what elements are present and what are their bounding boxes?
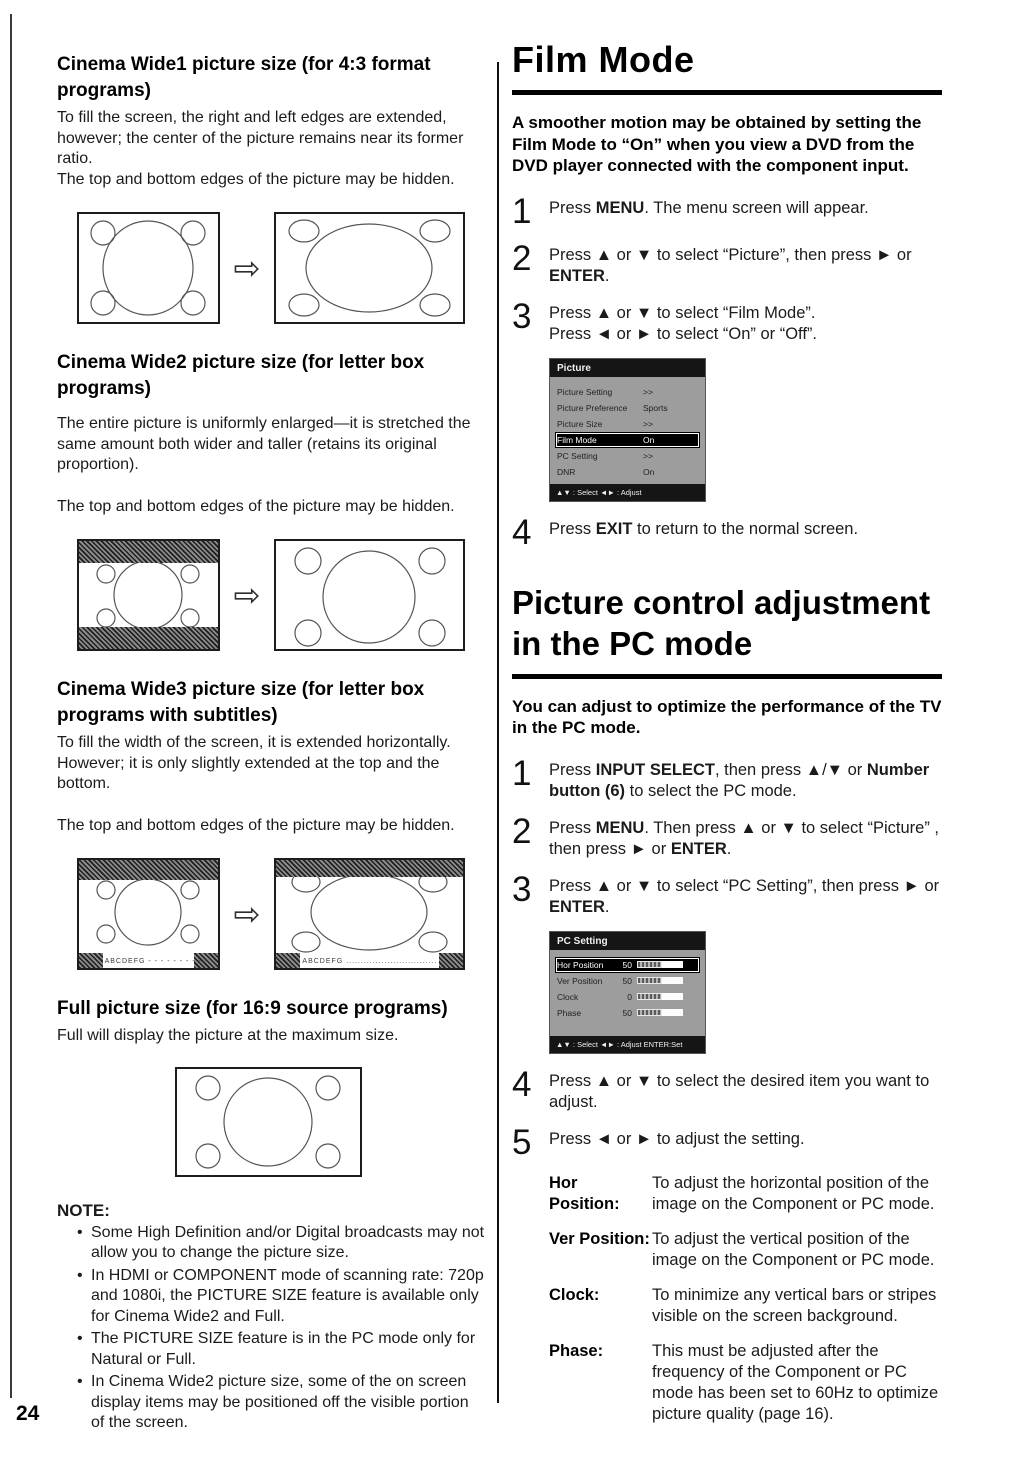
- osd-menu-title: PC Setting: [550, 932, 705, 950]
- menu-item-pc-setting: PC Setting >>: [557, 450, 653, 461]
- step-3: [512, 869, 942, 918]
- body-text: The top and bottom edges of the picture may be hidden.: [57, 497, 455, 515]
- slider-bar: [637, 1009, 683, 1016]
- figure-full-size: [57, 1067, 485, 1177]
- subtitle-text: ABCDEFG ...............................: [302, 958, 438, 965]
- tv-screen-enlarged-diagram: [274, 539, 465, 651]
- step-number: 3: [512, 869, 532, 909]
- section-heading-cinema-wide1: Cinema Wide1 picture size (for 4:3 format programs): [57, 54, 431, 101]
- figure-cinema-wide2: [57, 539, 485, 651]
- transform-arrow-icon: ⇨: [233, 249, 261, 287]
- step-text: Press ▲ or ▼ to select “Picture”, then press ► or ENTER.: [549, 245, 912, 285]
- osd-menu-footer: ▲▼ : Select ◄► : Adjust: [550, 484, 705, 501]
- column-divider: [497, 62, 499, 1403]
- step-1: [512, 191, 942, 231]
- scan-edge-artifact: [10, 14, 12, 1398]
- section-heading-cinema-wide3: Cinema Wide3 picture size (for letter box programs with subtitles): [57, 679, 425, 726]
- letterbox-bar-top: [79, 860, 218, 880]
- transform-arrow-icon: ⇨: [233, 576, 261, 614]
- definition-phase: Phase: This must be adjusted after the frequency of the Component or PC mode has been set to 60Hz to optimize picture quality (page 16).: [549, 1341, 939, 1423]
- menu-item-picture-preference: Picture Preference Sports: [557, 402, 668, 413]
- menu-item-phase: Phase 50: [557, 1007, 698, 1019]
- menu-item-picture-size: Picture Size >>: [557, 418, 653, 429]
- slider-bar: [637, 993, 683, 1000]
- step-1: [512, 753, 942, 802]
- note-bullet: • In HDMI or COMPONENT mode of scanning rate: 720p and 1080i, the PICTURE SIZE feature is available only for Cinema Wide2 and Full.: [77, 1266, 485, 1328]
- step-number: 4: [512, 1064, 532, 1104]
- step-5: [512, 1122, 942, 1162]
- osd-menu-body: [550, 377, 705, 484]
- tv-screen-16x9-diagram: [274, 212, 465, 324]
- hatch-corner: [276, 953, 300, 968]
- left-column: [57, 52, 485, 1434]
- figure-cinema-wide1: [57, 212, 485, 324]
- osd-menu-body: [550, 950, 705, 1036]
- step-text: Press ▲ or ▼ to select the desired item you want to adjust.: [549, 1071, 930, 1111]
- tv-screen-full-diagram: [175, 1067, 362, 1177]
- definitions-list: [549, 1173, 942, 1425]
- title-rule: [512, 674, 942, 679]
- letterbox-bar-top: [79, 541, 218, 563]
- note-list: [57, 1223, 485, 1434]
- step-text: Press ▲ or ▼ to select “PC Setting”, then press ► or ENTER.: [549, 876, 940, 916]
- picture-menu-screenshot: [549, 358, 706, 502]
- body-text: The entire picture is uniformly enlarged—it is stretched the same amount both wider and taller (retains its original proportion).: [57, 415, 471, 473]
- step-text: Press INPUT SELECT, then press ▲/▼ or Number button (6) to select the PC mode.: [549, 760, 930, 800]
- step-number: 1: [512, 753, 532, 793]
- film-mode-intro: A smoother motion may be obtained by setting the Film Mode to “On” when you view a DVD from the DVD player connected with the component input.: [512, 113, 922, 175]
- note-bullet: • In Cinema Wide2 picture size, some of the on screen display items may be positioned off the visible portion of the screen.: [77, 1372, 485, 1434]
- step-2: [512, 238, 942, 287]
- body-text: Full will display the picture at the maximum size.: [57, 1027, 399, 1044]
- menu-item-hor-position-selected: Hor Position 50: [557, 959, 698, 971]
- step-text: Press ▲ or ▼ to select “Film Mode”. Press ◄ or ► to select “On” or “Off”.: [549, 303, 817, 343]
- step-4: [512, 512, 942, 552]
- definition-clock: Clock: To minimize any vertical bars or stripes visible on the screen background.: [549, 1285, 937, 1325]
- pc-mode-steps: [512, 753, 942, 918]
- body-text: To fill the screen, the right and left edges are extended,: [57, 109, 447, 126]
- hatch-corner: [439, 953, 463, 968]
- menu-item-picture-setting: Picture Setting >>: [557, 386, 653, 397]
- tv-screen-4x3-diagram: [77, 212, 220, 324]
- menu-item-dnr: DNR On: [557, 466, 655, 477]
- step-text: Press MENU. The menu screen will appear.: [549, 198, 869, 217]
- section-heading-full-size: Full picture size (for 16:9 source programs): [57, 998, 448, 1019]
- body-text: To fill the width of the screen, it is extended horizontally. However; it is only slightly extended at the top and the bottom.: [57, 734, 451, 792]
- menu-item-clock: Clock 0: [557, 991, 698, 1003]
- letterbox-bar-top: [276, 860, 463, 877]
- body-text: however; the center of the picture remains near its former ratio.: [57, 129, 464, 167]
- tv-screen-letterbox-diagram: [77, 539, 220, 651]
- osd-menu-footer: ▲▼ : Select ◄► : Adjust ENTER:Set: [550, 1036, 705, 1053]
- menu-item-film-mode-selected: Film Mode On: [557, 434, 698, 446]
- definition-hor-position: Hor Position: To adjust the horizontal position of the image on the Component or PC mode.: [549, 1173, 935, 1213]
- tv-screen-subtitle-diagram: [77, 858, 220, 970]
- page-number: 24: [16, 1402, 40, 1425]
- pc-setting-menu-screenshot: [549, 931, 706, 1054]
- step-text: Press EXIT to return to the normal screen.: [549, 519, 859, 538]
- body-text: The top and bottom edges of the picture may be hidden.: [57, 816, 455, 834]
- definition-ver-position: Ver Position: To adjust the vertical position of the image on the Component or PC mode.: [549, 1229, 935, 1269]
- tv-screen-subtitle-wide-diagram: [274, 858, 465, 970]
- subtitle-text: ABCDEFG - - - - - - - - - - -: [104, 958, 215, 965]
- step-number: 5: [512, 1122, 532, 1162]
- note-label: NOTE:: [57, 1200, 110, 1220]
- step-2: [512, 811, 942, 860]
- step-3: [512, 296, 942, 345]
- step-text: Press MENU. Then press ▲ or ▼ to select “Picture” , then press ► or ENTER.: [549, 818, 939, 858]
- hatch-corner: [79, 953, 103, 968]
- slider-bar: [637, 961, 683, 968]
- slider-bar: [637, 977, 683, 984]
- figure-cinema-wide3: [57, 858, 485, 970]
- pc-mode-intro: You can adjust to optimize the performance of the TV in the PC mode.: [512, 696, 942, 737]
- body-text: The top and bottom edges of the picture may be hidden.: [57, 170, 455, 188]
- section-heading-cinema-wide2: Cinema Wide2 picture size (for letter box programs): [57, 352, 425, 399]
- step-number: 3: [512, 296, 532, 336]
- step-number: 4: [512, 512, 532, 552]
- title-rule: [512, 90, 942, 95]
- note-bullet: • The PICTURE SIZE feature is in the PC mode only for Natural or Full.: [77, 1329, 485, 1370]
- step-number: 2: [512, 811, 532, 851]
- step-4: [512, 1064, 942, 1113]
- menu-item-ver-position: Ver Position 50: [557, 975, 698, 987]
- step-text: Press ◄ or ► to adjust the setting.: [549, 1129, 805, 1148]
- note-bullet: • Some High Definition and/or Digital broadcasts may not allow you to change the picture size.: [77, 1223, 485, 1264]
- section-title-film-mode: Film Mode: [512, 39, 695, 80]
- step-number: 2: [512, 238, 532, 278]
- transform-arrow-icon: ⇨: [233, 895, 261, 933]
- right-column: [512, 40, 942, 1439]
- film-mode-steps: [512, 191, 942, 345]
- osd-menu-title: Picture: [550, 359, 705, 377]
- section-title-pc-mode: Picture control adjustment in the PC mode: [512, 583, 931, 662]
- step-number: 1: [512, 191, 532, 231]
- letterbox-bar-bottom: [79, 627, 218, 649]
